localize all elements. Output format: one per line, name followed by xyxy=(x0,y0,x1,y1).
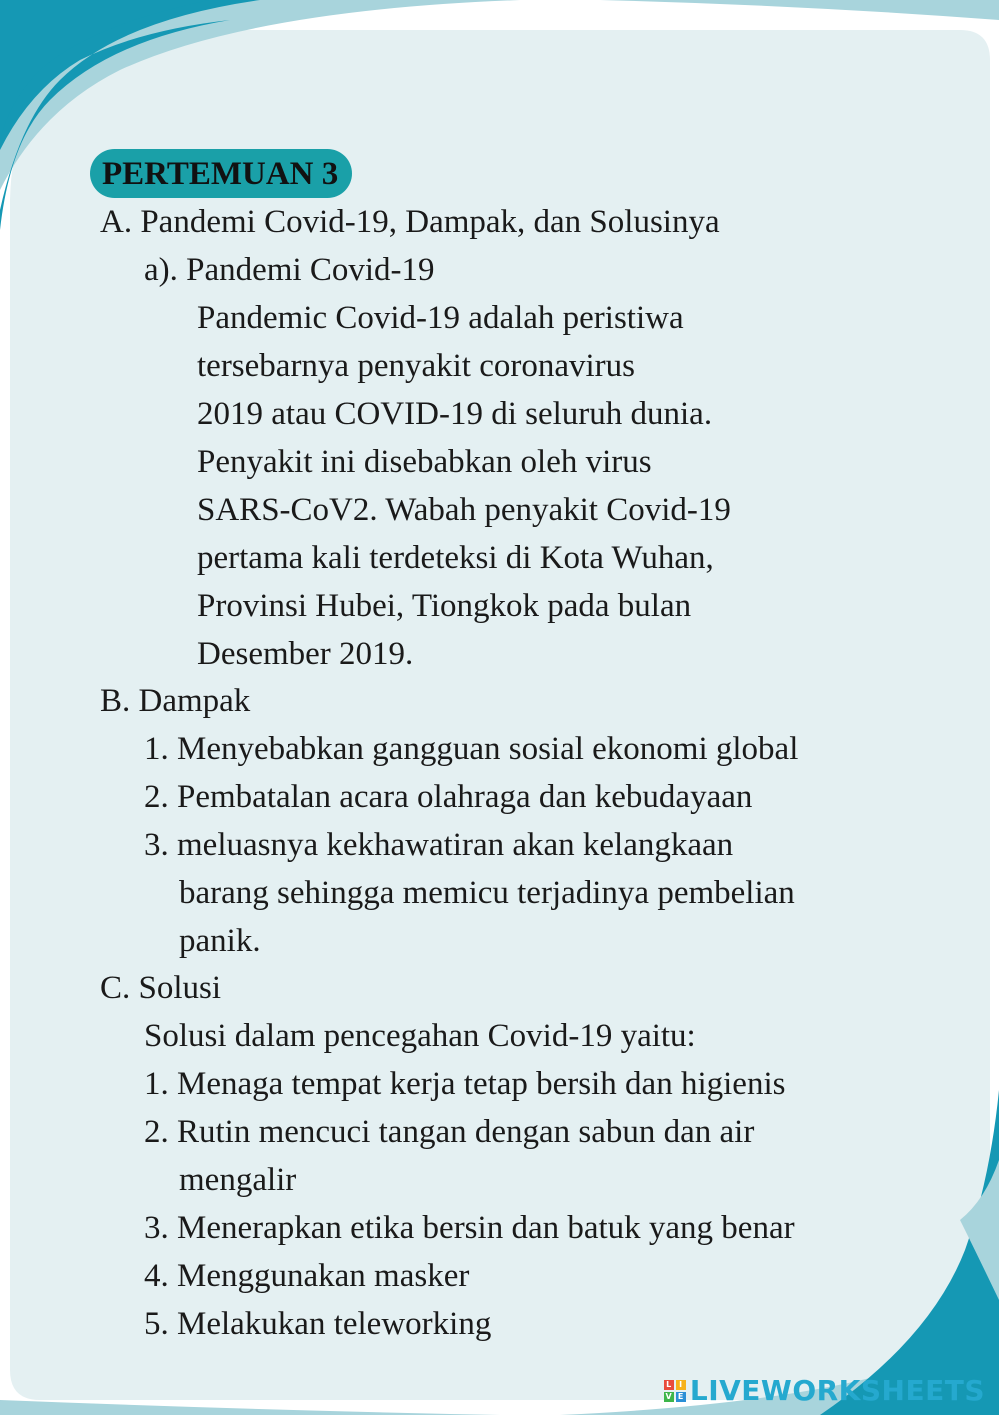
section-b-heading: B. Dampak xyxy=(100,683,251,719)
section-a-paragraph-line: 2019 atau COVID-19 di seluruh dunia. xyxy=(197,396,713,432)
liveworksheets-logo-icon: L I V E xyxy=(664,1380,686,1402)
section-a-paragraph-line: pertama kali terdeteksi di Kota Wuhan, xyxy=(197,540,714,576)
section-b-item: 2. Pembatalan acara olahraga dan kebudayaan xyxy=(144,779,753,815)
section-c-item: 1. Menaga tempat kerja tetap bersih dan higienis xyxy=(144,1066,786,1102)
section-a-heading: A. Pandemi Covid-19, Dampak, dan Solusinya xyxy=(100,204,720,240)
section-c-intro: Solusi dalam pencegahan Covid-19 yaitu: xyxy=(144,1018,696,1054)
section-c-item: 4. Menggunakan masker xyxy=(144,1258,470,1294)
section-b-item: 3. meluasnya kekhawatiran akan kelangkaan xyxy=(144,827,734,863)
section-c-item: 3. Menerapkan etika bersin dan batuk yang benar xyxy=(144,1210,795,1246)
section-a-paragraph-line: Pandemic Covid-19 adalah peristiwa xyxy=(197,300,684,336)
section-a-paragraph-line: SARS-CoV2. Wabah penyakit Covid-19 xyxy=(197,492,731,528)
section-c-heading: C. Solusi xyxy=(100,970,222,1006)
section-a-paragraph-line: Desember 2019. xyxy=(197,636,414,672)
section-c-item-continuation: mengalir xyxy=(179,1162,297,1198)
liveworksheets-watermark xyxy=(664,1374,985,1407)
section-b-item: 1. Menyebabkan gangguan sosial ekonomi global xyxy=(144,731,799,767)
section-a-paragraph-line: tersebarnya penyakit coronavirus xyxy=(197,348,635,384)
section-a-subheading: a). Pandemi Covid-19 xyxy=(144,252,435,288)
meeting-badge: PERTEMUAN 3 xyxy=(90,149,352,198)
watermark-text: LIVEWORKSHEETS xyxy=(689,1374,985,1407)
section-a-paragraph-line: Penyakit ini disebabkan oleh virus xyxy=(197,444,652,480)
section-c-item: 2. Rutin mencuci tangan dengan sabun dan air xyxy=(144,1114,755,1150)
section-b-item-continuation: panik. xyxy=(179,923,261,959)
section-b-item-continuation: barang sehingga memicu terjadinya pembelian xyxy=(179,875,795,911)
section-c-item: 5. Melakukan teleworking xyxy=(144,1306,492,1342)
section-a-paragraph-line: Provinsi Hubei, Tiongkok pada bulan xyxy=(197,588,692,624)
